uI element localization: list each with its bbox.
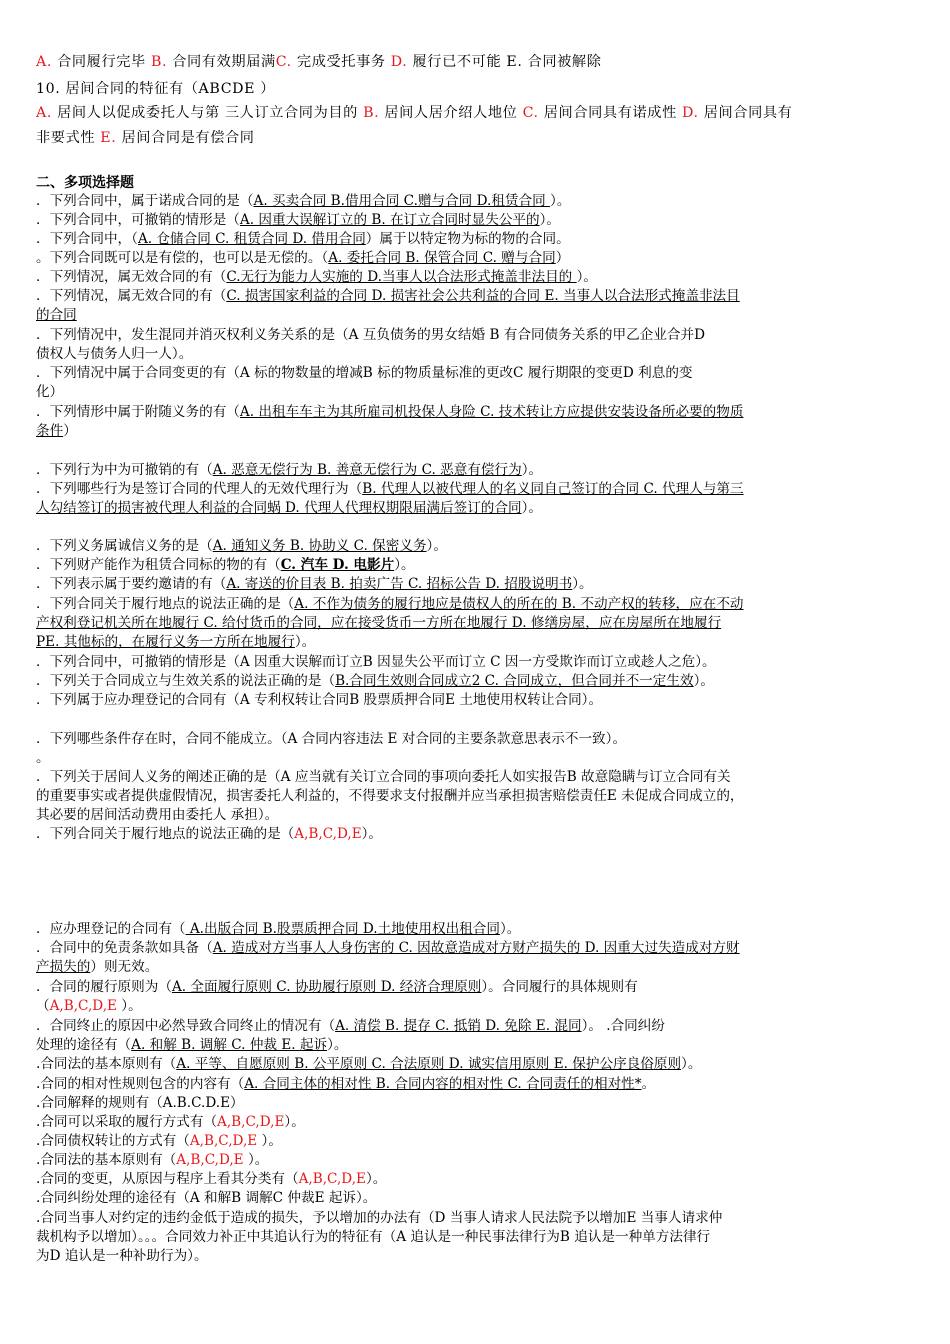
question-line: ．下列合同关于履行地点的说法正确的是（A. 不作为债务的履行地应是债权人的所在的 B. 不动产权的转移，应在不动 — [36, 596, 744, 612]
question-line: ．下列行为中为可撤销的有（A. 恶意无偿行为 B. 善意无偿行为 C. 恶意有偿行为）。 — [36, 462, 543, 478]
question-line: 。 — [36, 750, 50, 766]
top-line-2: 10. 居间合同的特征有（ABCDE ） — [36, 81, 275, 97]
question-line: .合同的相对性规则包含的内容有（A. 合同主体的相对性 B. 合同内容的相对性 C. 合同责任的相对性*。 — [36, 1076, 656, 1092]
question-line: 为D 追认是一种补助行为）。 — [36, 1248, 208, 1264]
question-line: 的重要事实或者提供虚假情况，损害委托人利益的，不得要求支付报酬并应当承担损害赔偿责任E 未促成合同成立的， — [36, 788, 744, 804]
question-line: 其必要的居间活动费用由委托人 承担）。 — [36, 807, 279, 823]
question-line: 裁机构予以增加）。。。合同效力补正中其追认行为的特征有（A 追认是一种民事法律行为B 追认是一种单方法律行 — [36, 1229, 711, 1245]
question-line: .合同解释的规则有（A.B.C.D.E） — [36, 1095, 244, 1111]
question-line: 产权利登记机关所在地履行 C. 给付货币的合同，应在接受货币一方所在地履行 D. 修缮房屋，应在房屋所在地履行 — [36, 615, 722, 631]
question-line: ．下列关于合同成立与生效关系的说法正确的是（B.合同生效则合同成立2 C. 合同成立，但合同并不一定生效）。 — [36, 673, 714, 689]
question-line: ．下列合同中，可撤销的情形是（A. 因重大误解订立的 B. 在订立合同时显失公平的）。 — [36, 212, 560, 228]
question-line: 债权人与债务人归一人）。 — [36, 346, 193, 362]
question-line: .合同当事人对约定的违约金低于造成的损失，予以增加的办法有（D 当事人请求人民法院予以增加E 当事人请求仲 — [36, 1210, 723, 1226]
question-line: ．下列义务属诚信义务的是（A. 通知义务 B. 协助义 C. 保密义务）。 — [36, 538, 447, 554]
question-line: ．下列合同中，（A. 仓储合同 C. 租赁合同 D. 借用合同）属于以特定物为标的物的合同。 — [36, 231, 570, 247]
question-line: .合同可以采取的履行方式有（A,B,C,D,E）。 — [36, 1114, 305, 1130]
question-line: ．下列哪些条件存在时，合同不能成立。（A 合同内容违法 E 对合同的主要条款意思表示不一致）。 — [36, 731, 627, 747]
question-line: ．下列情况中，发生混同并消灭权利义务关系的是（A 互负债务的男女结婚 B 有合同债务关系的甲乙企业合并D — [36, 327, 705, 343]
question-line: 处理的途径有（A. 和解 B. 调解 C. 仲裁 E. 起诉）。 — [36, 1037, 348, 1053]
question-line: PE. 其他标的，在履行义务一方所在地履行）。 — [36, 634, 316, 650]
question-line: ．合同中的免责条款如具备（A. 造成对方当事人人身伤害的 C. 因故意造成对方财产损失的 D. 因重大过失造成对方财 — [36, 940, 740, 956]
question-line: ．合同的履行原则为（A. 全面履行原则 C. 协助履行原则 D. 经济合理原则）。合同履行的具体规则有 — [36, 979, 638, 995]
question-line: ．合同终止的原因中必然导致合同终止的情况有（A. 清偿 B. 提存 C. 抵销 D. 免除 E. 混同）。 .合同纠纷 — [36, 1018, 665, 1034]
section-title: 二、多项选择题 — [36, 175, 134, 191]
question-line: ．下列情况，属无效合同的有（C.无行为能力人实施的 D.当事人以合法形式掩盖非法目的 ）。 — [36, 269, 597, 285]
question-line: .合同法的基本原则有（A,B,C,D,E ）。 — [36, 1152, 269, 1168]
top-line-1: A. 合同履行完毕 B. 合同有效期届满C. 完成受托事务 D. 履行已不可能 E. 合同被解除 — [36, 54, 602, 70]
question-line: ．下列情形中属于附随义务的有（A. 出租车车主为其所雇司机投保人身险 C. 技术转让方应提供安装设备所必要的物质 — [36, 404, 744, 420]
question-line: ．应办理登记的合同有（ A.出版合同 B.股票质押合同 D.土地使用权出租合同）。 — [36, 921, 521, 937]
question-line: ．下列属于应办理登记的合同有（A 专利权转让合同B 股票质押合同E 土地使用权转让合同）。 — [36, 692, 603, 708]
top-line-3: A. 居间人以促成委托人与第 三人订立合同为目的 B. 居间人居介绍人地位 C. 居间合同具有诺成性 D. 居间合同具有 — [36, 105, 793, 121]
question-line: ．下列合同中，可撤销的情形是（A 因重大误解而订立B 因显失公平而订立 C 因一方受欺诈而订立或趁人之危）。 — [36, 654, 716, 670]
question-line: .合同法的基本原则有（A. 平等、自愿原则 B. 公平原则 C. 合法原则 D. 诚实信用原则 E. 保护公序良俗原则）。 — [36, 1056, 702, 1072]
question-line: .合同的变更，从原因与程序上看其分类有（A,B,C,D,E）。 — [36, 1171, 387, 1187]
question-line: ．下列财产能作为租赁合同标的物的有（C. 汽车 D. 电影片）。 — [36, 557, 415, 573]
question-line: 的合同 — [36, 307, 77, 323]
question-line: 化） — [36, 384, 64, 400]
question-line: ．下列情况中属于合同变更的有（A 标的物数量的增减B 标的物质量标准的更改C 履行期限的变更D 利息的变 — [36, 365, 693, 381]
question-line: ．下列表示属于要约邀请的有（A. 寄送的价目表 B. 拍卖广告 C. 招标公告 D. 招股说明书）。 — [36, 576, 593, 592]
question-line: ．下列合同关于履行地点的说法正确的是（A,B,C,D,E）。 — [36, 826, 383, 842]
question-line: 条件） — [36, 423, 77, 439]
question-line: .合同债权转让的方式有（A,B,C,D,E ）。 — [36, 1133, 282, 1149]
question-line: ．下列关于居间人义务的阐述正确的是（A 应当就有关订立合同的事项向委托人如实报告B 故意隐瞒与订立合同有关 — [36, 769, 731, 785]
question-line: .合同纠纷处理的途径有（A 和解B 调解C 仲裁E 起诉）。 — [36, 1190, 377, 1206]
question-line: ．下列情况，属无效合同的有（C. 损害国家利益的合同 D. 损害社会公共利益的合同 E. 当事人以合法形式掩盖非法目 — [36, 288, 740, 304]
question-line: 人勾结签订的损害被代理人利益的合同蜗 D. 代理人代理权期限届满后签订的合同）。 — [36, 500, 542, 516]
question-line: 产损失的）则无效。 — [36, 959, 159, 975]
question-line: （A,B,C,D,E ）。 — [36, 998, 142, 1014]
question-line: ．下列合同中，属于诺成合同的是（A. 买卖合同 B.借用合同 C.赠与合同 D.租赁合同 ）。 — [36, 193, 571, 209]
question-line: 。下列合同既可以是有偿的，也可以是无偿的。（A. 委托合同 B. 保管合同 C. 赠与合同） — [36, 250, 570, 266]
question-line: ．下列哪些行为是签订合同的代理人的无效代理行为（B. 代理人以被代理人的名义同自己签订的合同 C. 代理人与第三 — [36, 481, 744, 497]
top-line-4: 非要式性 E. 居间合同是有偿合同 — [36, 130, 255, 146]
